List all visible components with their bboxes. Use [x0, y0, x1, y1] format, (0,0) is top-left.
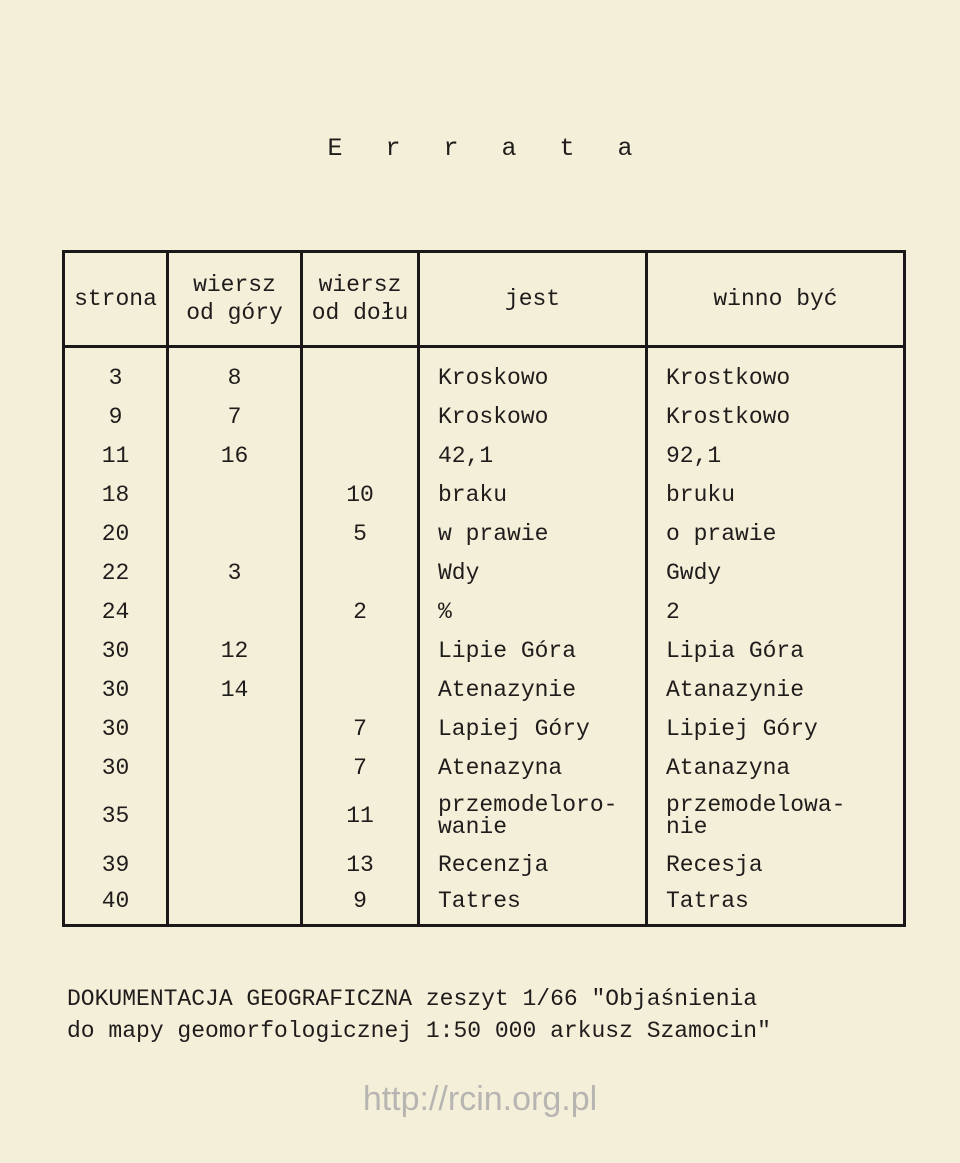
- cell-jest: Atenazynie: [419, 670, 647, 709]
- cell-strona: 22: [64, 553, 168, 592]
- cell-od-gory: [168, 475, 302, 514]
- cell-od-gory: [168, 748, 302, 787]
- table-row: [64, 884, 905, 926]
- table-row: [64, 436, 905, 475]
- header-winno-byc: winno być: [647, 252, 905, 347]
- cell-jest-line: przemodeloro-: [438, 792, 618, 818]
- cell-winno-byc: Atanazyna: [647, 748, 905, 787]
- cell-strona: 30: [64, 631, 168, 670]
- cell-strona: 18: [64, 475, 168, 514]
- table-row: [64, 709, 905, 748]
- table-row: [64, 787, 905, 845]
- cell-winno-byc: Atanazynie: [647, 670, 905, 709]
- cell-strona: 40: [64, 884, 168, 926]
- cell-jest: 42,1: [419, 436, 647, 475]
- cell-winno-byc-line: nie: [666, 814, 708, 840]
- cell-strona: 30: [64, 748, 168, 787]
- cell-winno-byc: Krostkowo: [647, 347, 905, 398]
- header-jest: jest: [419, 252, 647, 347]
- table-row: [64, 397, 905, 436]
- cell-strona: 11: [64, 436, 168, 475]
- header-strona: strona: [64, 252, 168, 347]
- cell-winno-byc: 2: [647, 592, 905, 631]
- footer-line: do mapy geomorfologicznej 1:50 000 arkusz Szamocin": [67, 1018, 771, 1044]
- cell-od-dolu: 7: [302, 709, 419, 748]
- table-row: [64, 347, 905, 398]
- cell-strona: 39: [64, 845, 168, 884]
- table-row: [64, 553, 905, 592]
- cell-jest: Kroskowo: [419, 347, 647, 398]
- cell-strona: 3: [64, 347, 168, 398]
- watermark-url: http://rcin.org.pl: [362, 1080, 598, 1118]
- cell-winno-byc-line: przemodelowa-: [666, 792, 846, 818]
- header-wiersz-od-gory: wiersz od góry: [168, 252, 302, 347]
- table-row: [64, 748, 905, 787]
- cell-winno-byc: Krostkowo: [647, 397, 905, 436]
- cell-od-gory: 3: [168, 553, 302, 592]
- cell-jest: braku: [419, 475, 647, 514]
- cell-od-dolu: [302, 553, 419, 592]
- cell-jest: Atenazyna: [419, 748, 647, 787]
- cell-jest: Lipie Góra: [419, 631, 647, 670]
- cell-od-dolu: [302, 347, 419, 398]
- footer-line: DOKUMENTACJA GEOGRAFICZNA zeszyt 1/66 "Objaśnienia: [67, 986, 758, 1012]
- cell-strona: 9: [64, 397, 168, 436]
- cell-od-gory: 16: [168, 436, 302, 475]
- cell-od-gory: 8: [168, 347, 302, 398]
- cell-od-dolu: [302, 631, 419, 670]
- cell-jest: Kroskowo: [419, 397, 647, 436]
- cell-jest: [419, 787, 647, 845]
- cell-winno-byc: Tatras: [647, 884, 905, 926]
- cell-od-gory: [168, 514, 302, 553]
- table-row: [64, 845, 905, 884]
- cell-od-dolu: 11: [302, 787, 419, 845]
- cell-winno-byc: 92,1: [647, 436, 905, 475]
- cell-od-dolu: [302, 397, 419, 436]
- cell-jest: w prawie: [419, 514, 647, 553]
- cell-od-gory: [168, 845, 302, 884]
- cell-strona: 30: [64, 670, 168, 709]
- page-title: E r r a t a: [327, 134, 647, 163]
- cell-od-gory: 7: [168, 397, 302, 436]
- cell-od-dolu: 10: [302, 475, 419, 514]
- cell-winno-byc: o prawie: [647, 514, 905, 553]
- table-header-row: [64, 252, 905, 347]
- cell-winno-byc: Lipia Góra: [647, 631, 905, 670]
- table-row: [64, 592, 905, 631]
- cell-jest: Tatres: [419, 884, 647, 926]
- cell-od-dolu: [302, 670, 419, 709]
- cell-strona: 35: [64, 787, 168, 845]
- cell-od-dolu: 9: [302, 884, 419, 926]
- header-wiersz-od-dolu: wiersz od dołu: [302, 252, 419, 347]
- cell-strona: 24: [64, 592, 168, 631]
- errata-table: [62, 250, 906, 927]
- cell-strona: 20: [64, 514, 168, 553]
- footer-citation: [67, 983, 907, 1047]
- cell-jest: Recenzja: [419, 845, 647, 884]
- table-row: [64, 514, 905, 553]
- cell-winno-byc: [647, 787, 905, 845]
- cell-strona: 30: [64, 709, 168, 748]
- cell-jest: Wdy: [419, 553, 647, 592]
- cell-winno-byc: bruku: [647, 475, 905, 514]
- table-row: [64, 670, 905, 709]
- cell-od-dolu: 7: [302, 748, 419, 787]
- cell-od-dolu: 13: [302, 845, 419, 884]
- cell-winno-byc: Recesja: [647, 845, 905, 884]
- table-row: [64, 475, 905, 514]
- cell-od-gory: 12: [168, 631, 302, 670]
- cell-od-gory: [168, 592, 302, 631]
- table-row: [64, 631, 905, 670]
- cell-od-gory: [168, 709, 302, 748]
- cell-jest-line: wanie: [438, 814, 508, 840]
- cell-od-gory: [168, 884, 302, 926]
- cell-jest: Lapiej Góry: [419, 709, 647, 748]
- cell-od-gory: [168, 787, 302, 845]
- cell-od-dolu: 2: [302, 592, 419, 631]
- cell-jest: %: [419, 592, 647, 631]
- cell-winno-byc: Gwdy: [647, 553, 905, 592]
- cell-winno-byc: Lipiej Góry: [647, 709, 905, 748]
- cell-od-dolu: [302, 436, 419, 475]
- cell-od-dolu: 5: [302, 514, 419, 553]
- cell-od-gory: 14: [168, 670, 302, 709]
